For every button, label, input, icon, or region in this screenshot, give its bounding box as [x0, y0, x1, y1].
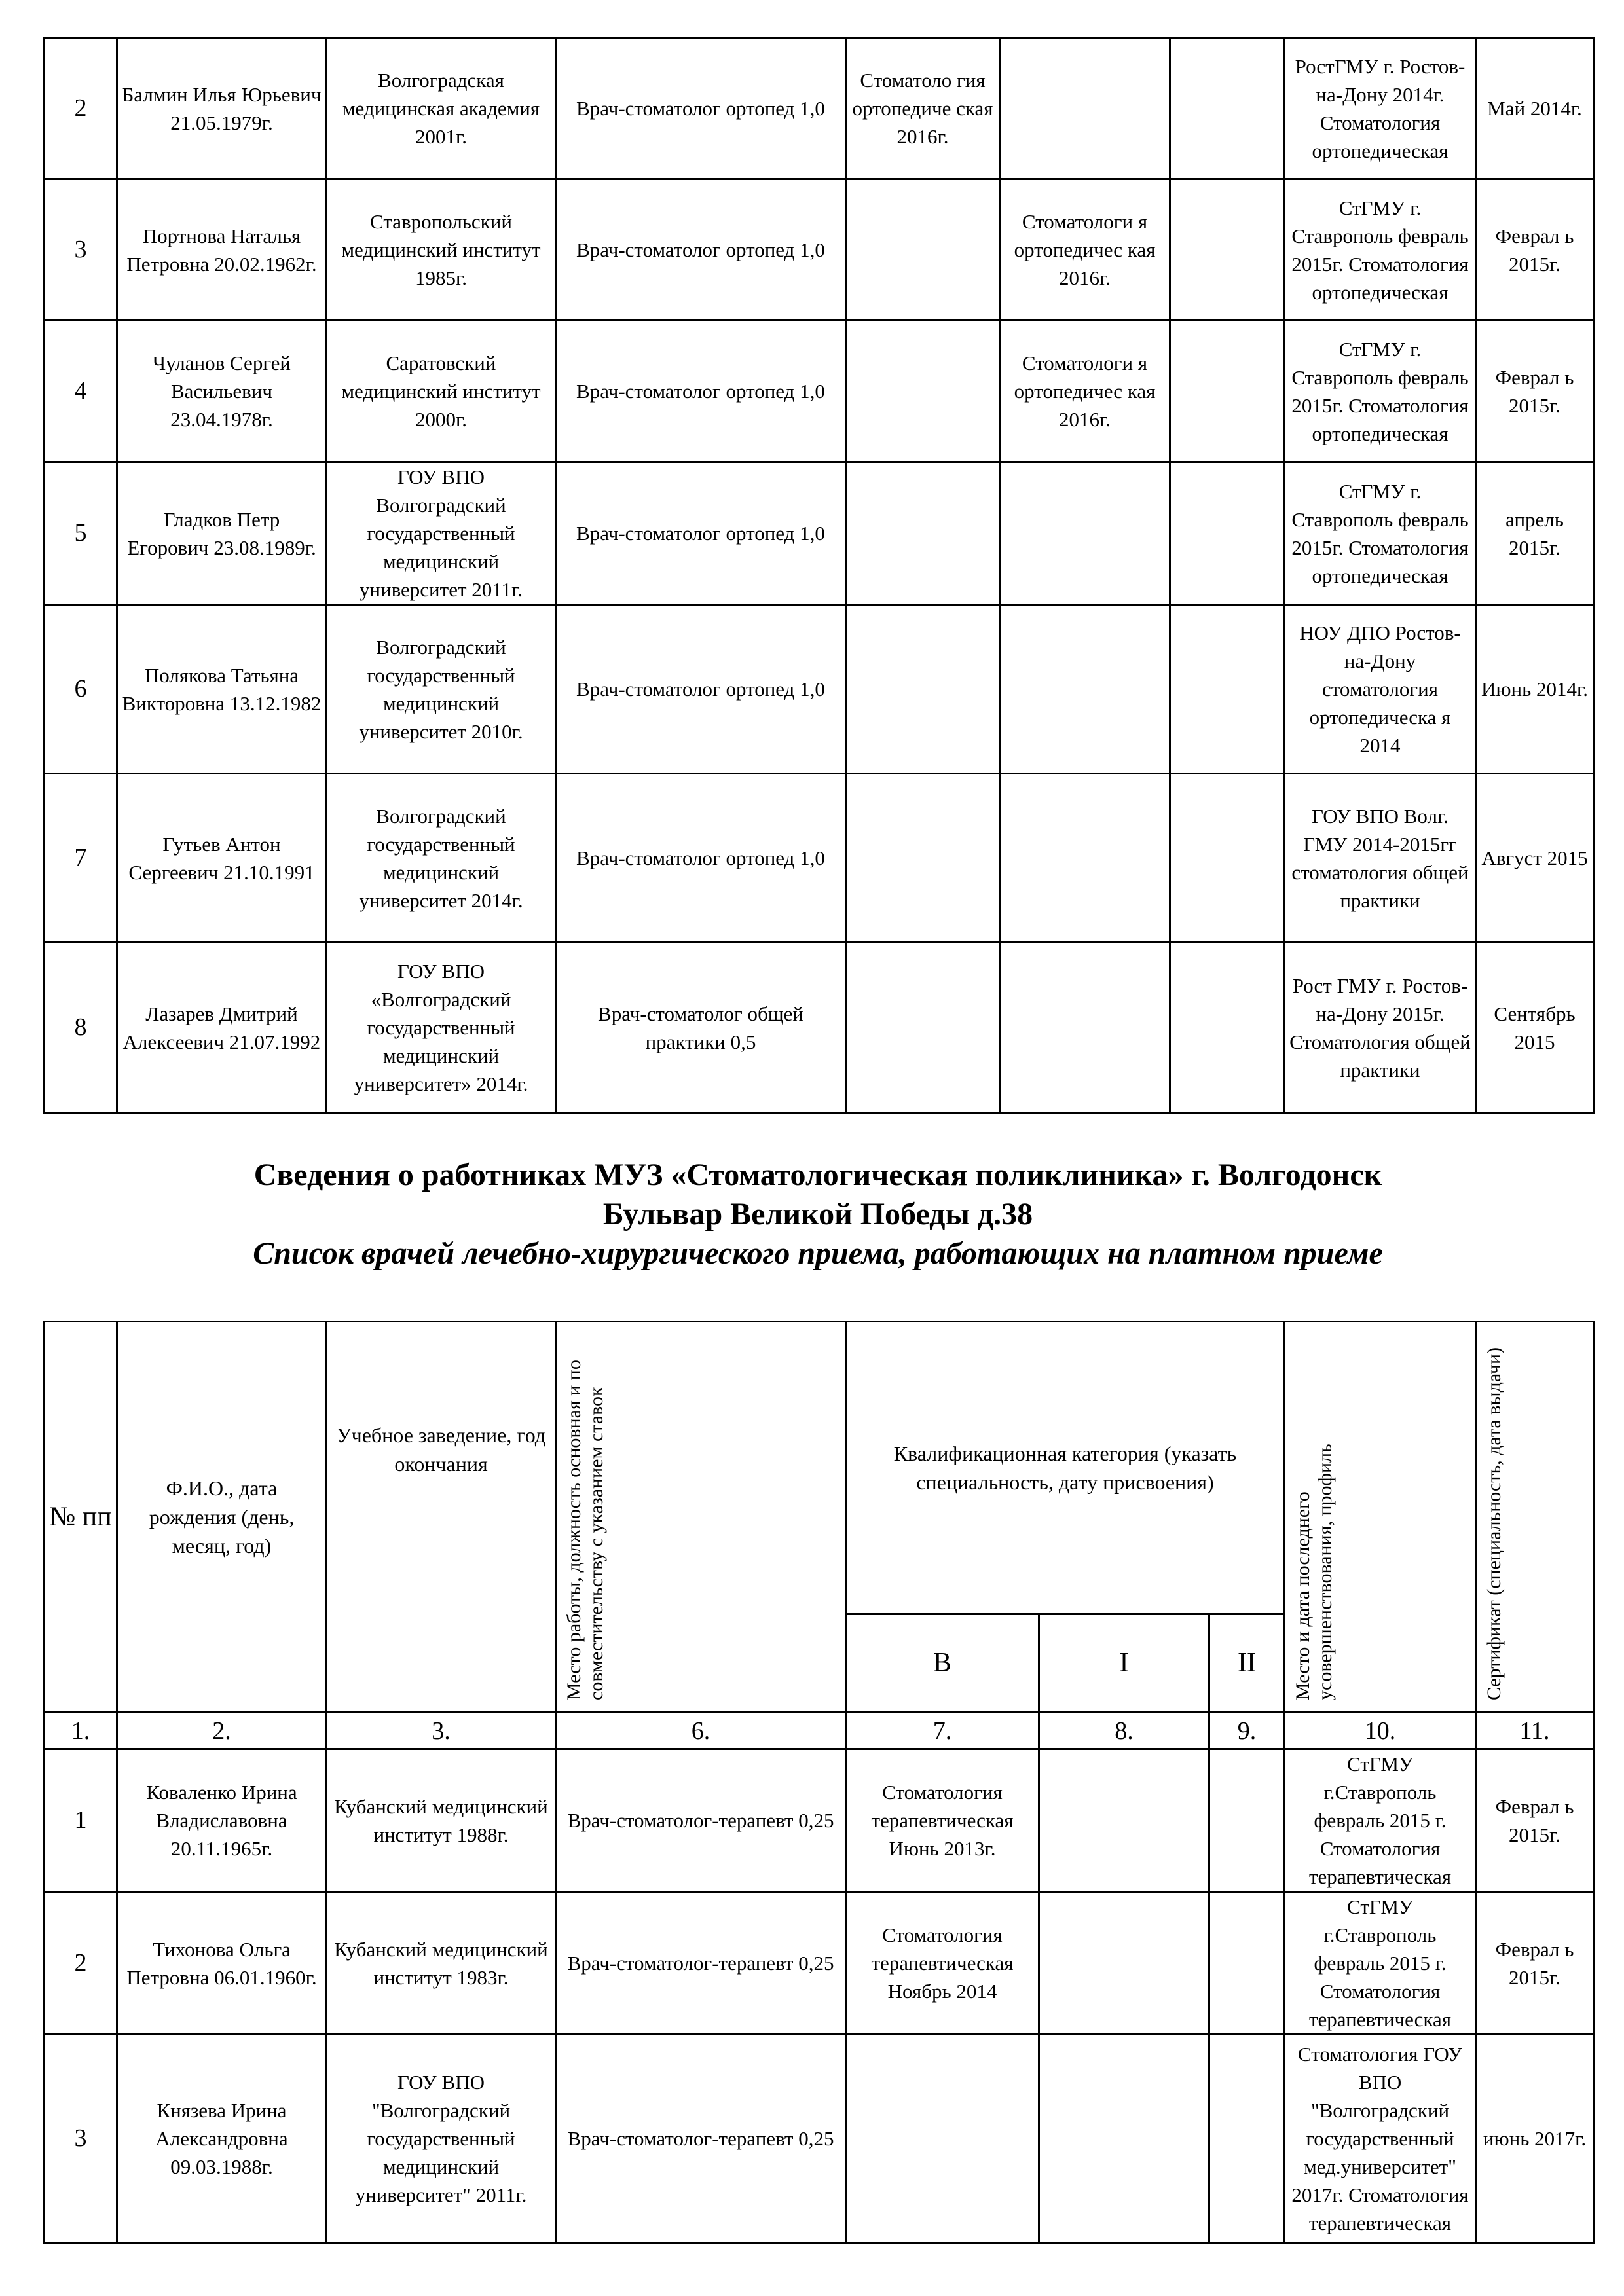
- header-edu: Учебное заведение, год окончания: [327, 1322, 556, 1713]
- table-row: [45, 38, 1594, 179]
- header-cat-2: II: [1209, 1614, 1285, 1713]
- category-b: [846, 605, 1000, 774]
- education: Саратовский медицинский институт 2000г.: [327, 321, 556, 462]
- row-number: 3: [45, 2035, 117, 2243]
- heading-line-3: Список врачей лечебно-хирургического приема, работающих на платном приеме: [253, 1236, 1383, 1271]
- education: Кубанский медицинский институт 1983г.: [327, 1892, 556, 2035]
- training-place: СтГМУ г.Ставрополь февраль 2015 г. Стоматология терапевтическая: [1285, 1749, 1476, 1892]
- category-2: [1170, 38, 1285, 179]
- certificate: Август 2015: [1476, 774, 1594, 943]
- person-name: Коваленко Ирина Владиславовна 20.11.1965г.: [117, 1749, 327, 1892]
- colnum: 6.: [556, 1713, 846, 1749]
- education: Ставропольский медицинский институт 1985г.: [327, 179, 556, 321]
- category-b: Стоматология терапевтическая Ноябрь 2014: [846, 1892, 1039, 2035]
- colnum: 3.: [327, 1713, 556, 1749]
- table-row: [45, 605, 1594, 774]
- certificate: Феврал ь 2015г.: [1476, 321, 1594, 462]
- header-place-cell: [1285, 1322, 1476, 1713]
- person-name: Гутьев Антон Сергеевич 21.10.1991: [117, 774, 327, 943]
- position: Врач-стоматолог-терапевт 0,25: [556, 2035, 846, 2243]
- position: Врач-стоматолог ортопед 1,0: [556, 462, 846, 605]
- category-2: [1209, 2035, 1285, 2243]
- category-1: [1000, 943, 1170, 1113]
- education: ГОУ ВПО «Волгоградский государственный медицинский университет» 2014г.: [327, 943, 556, 1113]
- category-2: [1170, 943, 1285, 1113]
- category-1: [1000, 38, 1170, 179]
- row-number: 6: [45, 605, 117, 774]
- category-2: [1209, 1749, 1285, 1892]
- training-place: НОУ ДПО Ростов-на-Дону стоматология ортопедическа я 2014: [1285, 605, 1476, 774]
- header-qual: Квалификационная категория (указать специальность, дату присвоения): [846, 1322, 1285, 1614]
- row-number: 8: [45, 943, 117, 1113]
- category-1: Стоматологи я ортопедичес кая 2016г.: [1000, 321, 1170, 462]
- row-number: 3: [45, 179, 117, 321]
- education: Кубанский медицинский институт 1988г.: [327, 1749, 556, 1892]
- column-number-row: [45, 1713, 1594, 1749]
- top-staff-table: [43, 37, 1595, 1114]
- category-b: [846, 2035, 1039, 2243]
- person-name: Чуланов Сергей Васильевич 23.04.1978г.: [117, 321, 327, 462]
- category-b: Стоматоло гия ортопедиче ская 2016г.: [846, 38, 1000, 179]
- bottom-staff-table: [43, 1321, 1595, 2244]
- table-row: [45, 462, 1594, 605]
- person-name: Лазарев Дмитрий Алексеевич 21.07.1992: [117, 943, 327, 1113]
- position: Врач-стоматолог ортопед 1,0: [556, 179, 846, 321]
- header-fio: Ф.И.О., дата рождения (день, месяц, год): [117, 1322, 327, 1713]
- colnum: 9.: [1209, 1713, 1285, 1749]
- training-place: СтГМУ г. Ставрополь февраль 2015г. Стоматология ортопедическая: [1285, 179, 1476, 321]
- header-place: Место и дата последнего усовершенствования, профиль: [1292, 1444, 1336, 1700]
- training-place: СтГМУ г.Ставрополь февраль 2015 г. Стоматология терапевтическая: [1285, 1892, 1476, 2035]
- person-name: Полякова Татьяна Викторовна 13.12.1982: [117, 605, 327, 774]
- category-b: Стоматология терапевтическая Июнь 2013г.: [846, 1749, 1039, 1892]
- category-1: [1000, 462, 1170, 605]
- category-2: [1170, 321, 1285, 462]
- category-b: [846, 462, 1000, 605]
- category-2: [1170, 179, 1285, 321]
- colnum: 11.: [1476, 1713, 1594, 1749]
- table-row: [45, 1749, 1594, 1892]
- education: ГОУ ВПО Волгоградский государственный медицинский университет 2011г.: [327, 462, 556, 605]
- header-pos-cell: [556, 1322, 846, 1713]
- header-cat-b: В: [846, 1614, 1039, 1713]
- certificate: Май 2014г.: [1476, 38, 1594, 179]
- header-num: № пп: [45, 1322, 117, 1713]
- table-row: [45, 774, 1594, 943]
- certificate: Феврал ь 2015г.: [1476, 1749, 1594, 1892]
- category-b: [846, 321, 1000, 462]
- position: Врач-стоматолог ортопед 1,0: [556, 321, 846, 462]
- row-number: 5: [45, 462, 117, 605]
- category-2: [1170, 774, 1285, 943]
- category-2: [1209, 1892, 1285, 2035]
- position: Врач-стоматолог ортопед 1,0: [556, 774, 846, 943]
- row-number: 7: [45, 774, 117, 943]
- category-1: [1039, 1892, 1209, 2035]
- education: ГОУ ВПО "Волгоградский государственный медицинский университет" 2011г.: [327, 2035, 556, 2243]
- category-b: [846, 774, 1000, 943]
- table-row: [45, 321, 1594, 462]
- table-row: [45, 943, 1594, 1113]
- header-pos: Место работы, должность основная и по совместительству с указанием ставок: [563, 1360, 607, 1700]
- row-number: 2: [45, 1892, 117, 2035]
- education: Волгоградская медицинская академия 2001г.: [327, 38, 556, 179]
- heading-line-2: Бульвар Великой Победы д.38: [602, 1197, 1033, 1231]
- row-number: 2: [45, 38, 117, 179]
- table-row: [45, 2035, 1594, 2243]
- colnum: 2.: [117, 1713, 327, 1749]
- colnum: 7.: [846, 1713, 1039, 1749]
- certificate: Феврал ь 2015г.: [1476, 179, 1594, 321]
- education: Волгоградский государственный медицинский университет 2014г.: [327, 774, 556, 943]
- person-name: Портнова Наталья Петровна 20.02.1962г.: [117, 179, 327, 321]
- header-row: [45, 1322, 1594, 1614]
- position: Врач-стоматолог ортопед 1,0: [556, 605, 846, 774]
- table-row: [45, 1892, 1594, 2035]
- certificate: Июнь 2014г.: [1476, 605, 1594, 774]
- training-place: РостГМУ г. Ростов-на-Дону 2014г. Стоматология ортопедическая: [1285, 38, 1476, 179]
- header-cert-cell: [1476, 1322, 1594, 1713]
- category-1: [1039, 2035, 1209, 2243]
- table-row: [45, 179, 1594, 321]
- certificate: Феврал ь 2015г.: [1476, 1892, 1594, 2035]
- category-1: [1000, 605, 1170, 774]
- certificate: июнь 2017г.: [1476, 2035, 1594, 2243]
- category-b: [846, 179, 1000, 321]
- category-1: [1039, 1749, 1209, 1892]
- colnum: 1.: [45, 1713, 117, 1749]
- person-name: Балмин Илья Юрьевич 21.05.1979г.: [117, 38, 327, 179]
- category-1: Стоматологи я ортопедичес кая 2016г.: [1000, 179, 1170, 321]
- person-name: Гладков Петр Егорович 23.08.1989г.: [117, 462, 327, 605]
- position: Врач-стоматолог общей практики 0,5: [556, 943, 846, 1113]
- heading-line-1: Сведения о работниках МУЗ «Стоматологическая поликлиника» г. Волгодонск: [253, 1157, 1382, 1192]
- category-b: [846, 943, 1000, 1113]
- person-name: Князева Ирина Александровна 09.03.1988г.: [117, 2035, 327, 2243]
- training-place: Рост ГМУ г. Ростов-на-Дону 2015г. Стоматология общей практики: [1285, 943, 1476, 1113]
- certificate: Сентябрь 2015: [1476, 943, 1594, 1113]
- row-number: 4: [45, 321, 117, 462]
- position: Врач-стоматолог-терапевт 0,25: [556, 1749, 846, 1892]
- category-2: [1170, 605, 1285, 774]
- colnum: 8.: [1039, 1713, 1209, 1749]
- education: Волгоградский государственный медицинский университет 2010г.: [327, 605, 556, 774]
- category-1: [1000, 774, 1170, 943]
- section-heading: [43, 1156, 1593, 1273]
- training-place: ГОУ ВПО Волг. ГМУ 2014-2015гг стоматология общей практики: [1285, 774, 1476, 943]
- colnum: 10.: [1285, 1713, 1476, 1749]
- training-place: СтГМУ г. Ставрополь февраль 2015г. Стоматология ортопедическая: [1285, 462, 1476, 605]
- training-place: Стоматология ГОУ ВПО "Волгоградский государственный мед.университет" 2017г. Стоматология терапевтическая: [1285, 2035, 1476, 2243]
- row-number: 1: [45, 1749, 117, 1892]
- position: Врач-стоматолог ортопед 1,0: [556, 38, 846, 179]
- position: Врач-стоматолог-терапевт 0,25: [556, 1892, 846, 2035]
- header-cert: Сертификат (специальность, дата выдачи): [1483, 1347, 1505, 1700]
- training-place: СтГМУ г. Ставрополь февраль 2015г. Стоматология ортопедическая: [1285, 321, 1476, 462]
- category-2: [1170, 462, 1285, 605]
- person-name: Тихонова Ольга Петровна 06.01.1960г.: [117, 1892, 327, 2035]
- header-cat-1: I: [1039, 1614, 1209, 1713]
- certificate: апрель 2015г.: [1476, 462, 1594, 605]
